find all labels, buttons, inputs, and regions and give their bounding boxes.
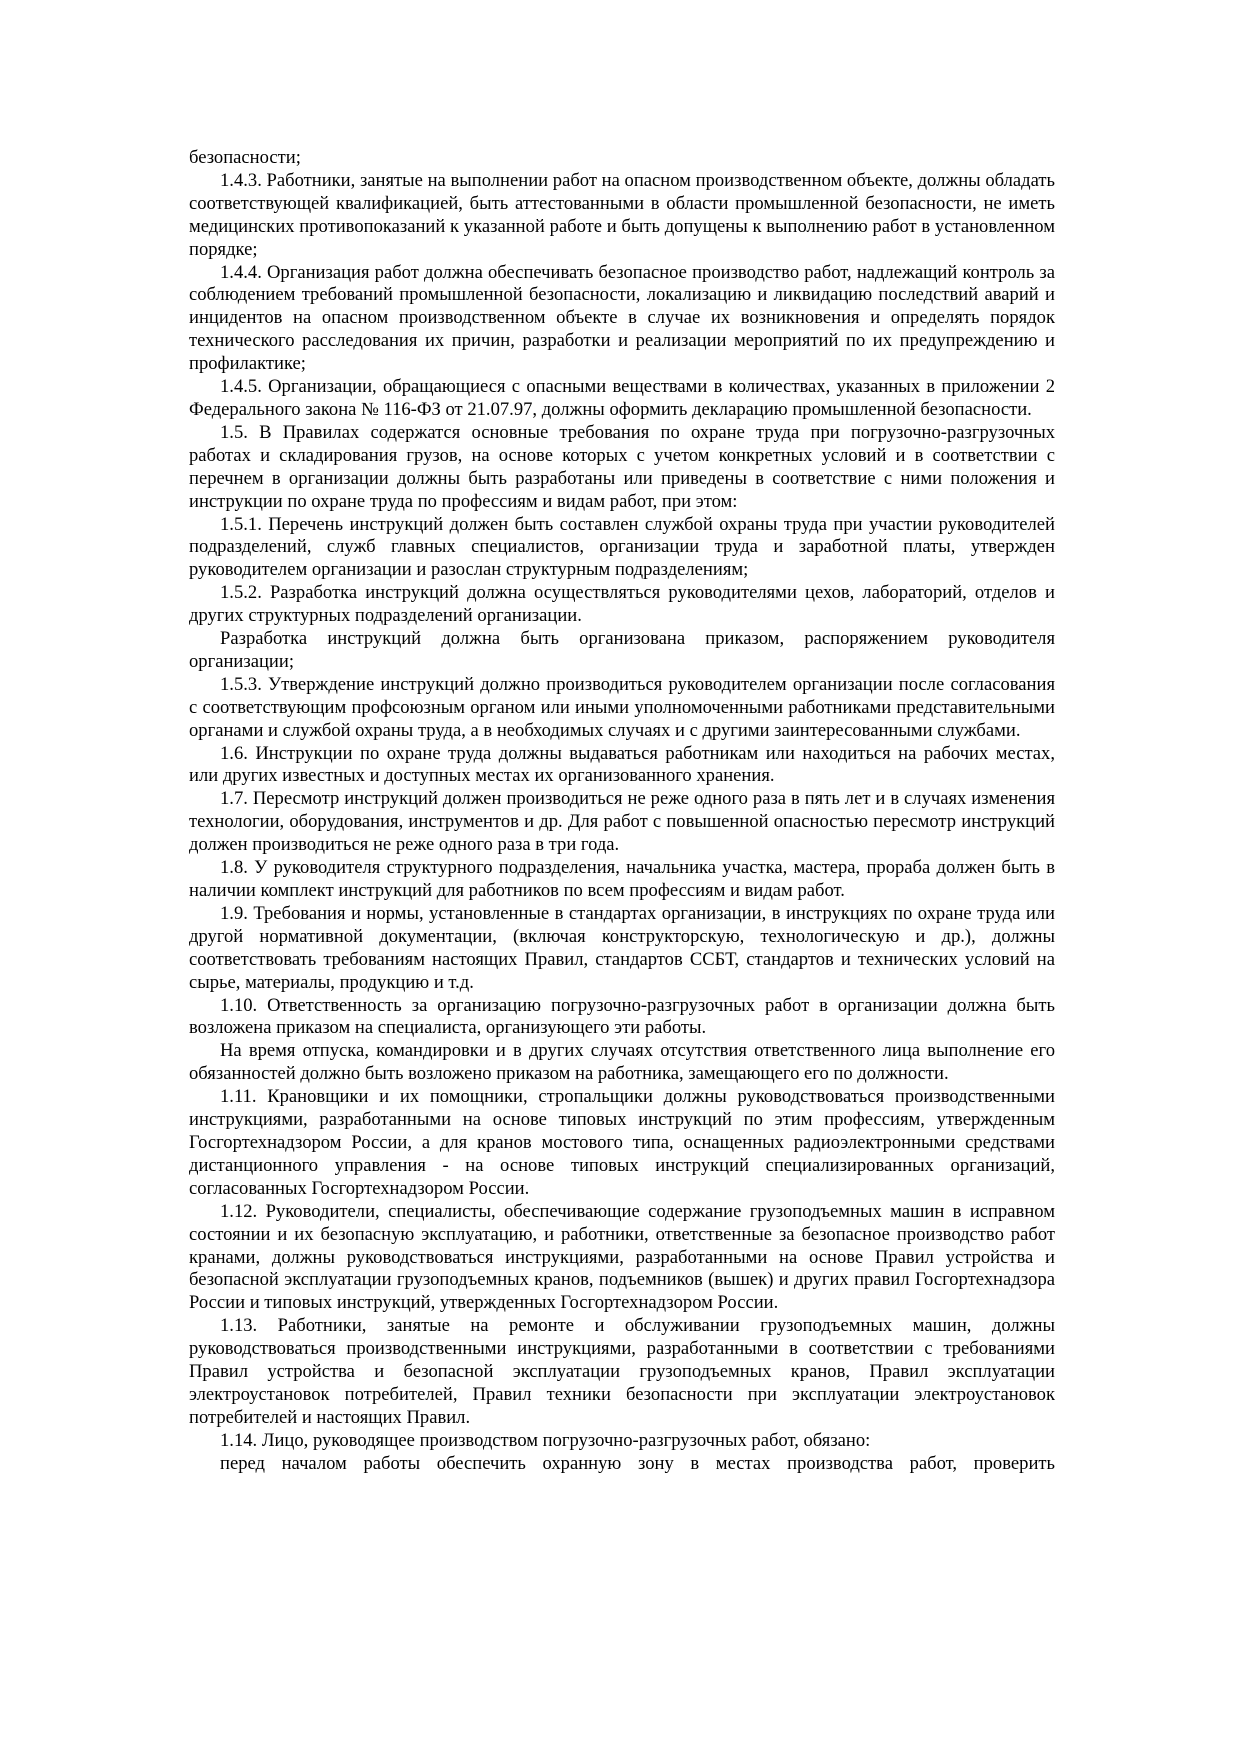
paragraph-1-14-item: перед началом работы обеспечить охранную зону в местах производства работ, проверить: [220, 1452, 1055, 1474]
document-page: [189, 147, 1055, 1476]
paragraph-1-10-note: На время отпуска, командировки и в других случаях отсутствия ответственного лица выполнение его обязанностей должно быть возложено приказом на работника, замещающего его по должности.: [189, 1040, 1055, 1085]
paragraph-1-5-3: 1.5.3. Утверждение инструкций должно производиться руководителем организации после согласования с соответствующим профсоюзным органом или иными уполномоченными работниками представительными органами и службой охраны труда, а в необходимых случаях и с другими заинтересованными службами.: [189, 673, 1055, 741]
paragraph-1-12: 1.12. Руководители, специалисты, обеспечивающие содержание грузоподъемных машин в исправном состоянии и их безопасную эксплуатацию, и работники, ответственные за безопасное производство работ кранами, должны руководствоваться инструкциями, разработанными на основе Правил устройства и безопасной эксплуатации грузоподъемных кранов, подъемников (вышек) и других правил Госгортехнадзора России и типовых инструкций, утвержденных Госгортехнадзором России.: [189, 1200, 1055, 1314]
paragraph-1-14: 1.14. Лицо, руководящее производством погрузочно-разгрузочных работ, обязано:: [220, 1429, 871, 1451]
paragraph-1-5-2: 1.5.2. Разработка инструкций должна осуществляться руководителями цехов, лабораторий, отделов и других структурных подразделений организации.: [189, 582, 1055, 627]
paragraph-1-9: 1.9. Требования и нормы, установленные в стандартах организации, в инструкциях по охране труда или другой нормативной документации, (включая конструкторскую, технологическую и др.), должны соответствовать требованиям настоящих Правил, стандартов ССБТ, стандартов и технических условий на сырье, материалы, продукцию и т.д.: [189, 902, 1055, 993]
paragraph-1-4-3: 1.4.3. Работники, занятые на выполнении работ на опасном производственном объекте, должны обладать соответствующей квалификацией, быть аттестованными в области промышленной безопасности, не иметь медицинских противопоказаний к указанной работе и быть допущены к выполнению работ в установленном порядке;: [189, 169, 1055, 260]
paragraph-1-5: 1.5. В Правилах содержатся основные требования по охране труда при погрузочно-разгрузочных работах и складирования грузов, на основе которых с учетом конкретных условий и в соответствии с перечнем в организации должны быть разработаны или приведены в соответствие с ними положения и инструкции по охране труда по профессиям и видам работ, при этом:: [189, 421, 1055, 512]
paragraph-1-5-2-note: Разработка инструкций должна быть организована приказом, распоряжением руководителя организации;: [189, 628, 1055, 672]
paragraph-1-10: 1.10. Ответственность за организацию погрузочно-разгрузочных работ в организации должна быть возложена приказом на специалиста, организующего эти работы.: [189, 994, 1055, 1039]
paragraph-continuation: безопасности;: [189, 147, 301, 168]
paragraph-1-8: 1.8. У руководителя структурного подразделения, начальника участка, мастера, прораба должен быть в наличии комплект инструкций для работников по всем профессиям и видам работ.: [189, 857, 1055, 901]
paragraph-1-11: 1.11. Крановщики и их помощники, стропальщики должны руководствоваться производственными инструкциями, разработанными на основе типовых инструкций по этим профессиям, утвержденным Госгортехнадзором России, а для кранов мостового типа, оснащенных радиоэлектронными средствами дистанционного управления - на основе типовых инструкций специализированных организаций, согласованных Госгортехнадзором России.: [189, 1086, 1055, 1199]
paragraph-1-4-5: 1.4.5. Организации, обращающиеся с опасными веществами в количествах, указанных в приложении 2 Федерального закона № 116-ФЗ от 21.07.97, должны оформить декларацию промышленной безопасности.: [189, 376, 1055, 420]
paragraph-1-7: 1.7. Пересмотр инструкций должен производиться не реже одного раза в пять лет и в случаях изменения технологии, оборудования, инструментов и др. Для работ с повышенной опасностью пересмотр инструкций должен производиться не реже одного раза в три года.: [189, 788, 1055, 856]
paragraph-1-4-4: 1.4.4. Организация работ должна обеспечивать безопасное производство работ, надлежащий контроль за соблюдением требований промышленной безопасности, локализацию и ликвидацию последствий аварий и инцидентов на опасном производственном объекте в случае их возникновения и определять порядок технического расследования их причин, разработки и реализации мероприятий по их предупреждению и профилактике;: [189, 261, 1055, 375]
paragraph-1-13: 1.13. Работники, занятые на ремонте и обслуживании грузоподъемных машин, должны руководствоваться производственными инструкциями, разработанными в соответствии с требованиями Правил устройства и безопасной эксплуатации грузоподъемных кранов, Правил эксплуатации электроустановок потребителей, Правил техники безопасности при эксплуатации электроустановок потребителей и настоящих Правил.: [189, 1315, 1055, 1428]
paragraph-1-5-1: 1.5.1. Перечень инструкций должен быть составлен службой охраны труда при участии руководителей подразделений, служб главных специалистов, организации труда и заработной платы, утвержден руководителем организации и разослан структурным подразделениям;: [189, 513, 1055, 581]
paragraph-1-6: 1.6. Инструкции по охране труда должны выдаваться работникам или находиться на рабочих местах, или других известных и доступных местах их организованного хранения.: [189, 742, 1055, 787]
